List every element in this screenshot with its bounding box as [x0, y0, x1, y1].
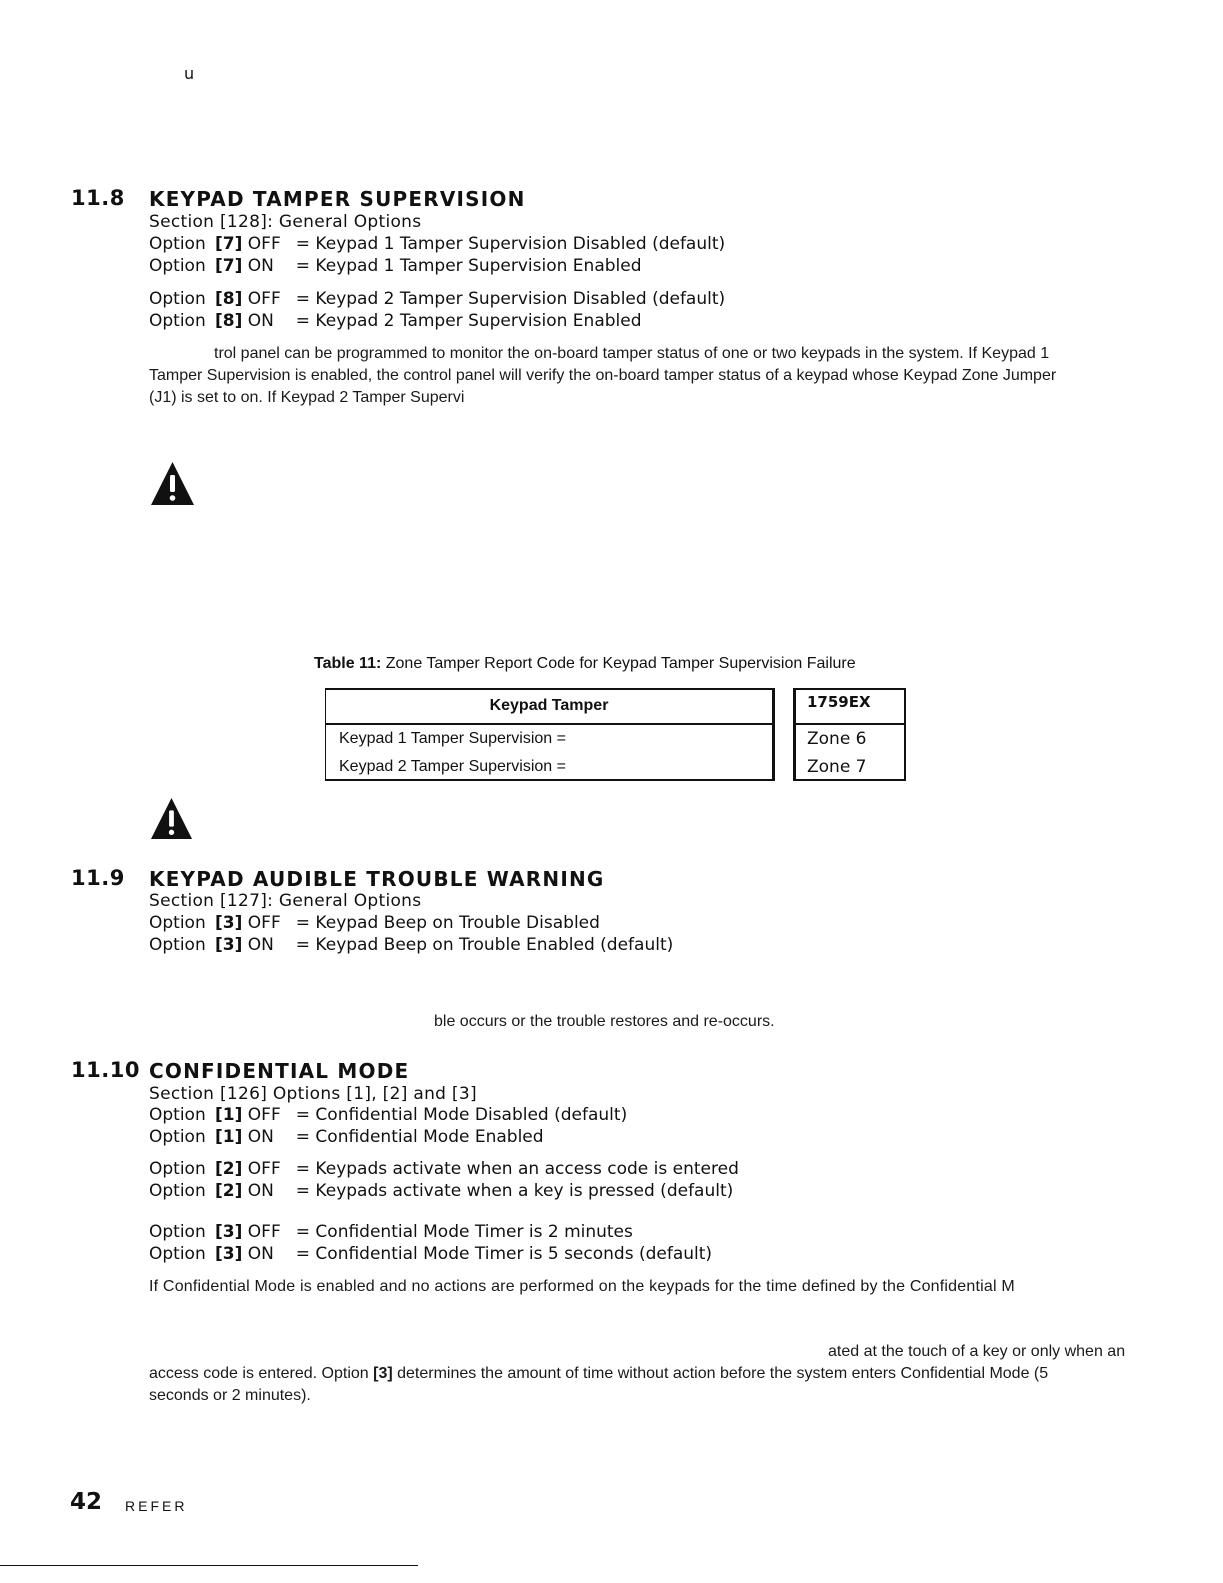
option-label: Option — [149, 1181, 206, 1201]
option-number: [2] — [215, 1181, 243, 1201]
option-line — [149, 1127, 544, 1147]
option-description: = Confidential Mode Timer is 5 seconds (default) — [295, 1244, 713, 1264]
option-state: ON — [247, 256, 274, 276]
option-state: OFF — [247, 234, 281, 254]
option-line — [149, 1181, 733, 1201]
stray-character: u — [184, 64, 195, 83]
section-line-11-9: Section [127]: General Options — [149, 891, 422, 911]
option-description: = Confidential Mode Timer is 2 minutes — [295, 1222, 633, 1242]
option-description: = Confidential Mode Disabled (default) — [295, 1105, 628, 1125]
option-description: = Keypad 1 Tamper Supervision Disabled (default) — [295, 234, 726, 254]
option-description: = Keypad Beep on Trouble Disabled — [295, 913, 600, 933]
option-line — [149, 913, 600, 933]
body-text-segment: determines the amount of time without action before the system enters Confidential Mode (5 — [392, 1365, 1049, 1382]
option-label: Option — [149, 1127, 206, 1147]
section-title-11-10: CONFIDENTIAL MODE — [149, 1059, 410, 1083]
option-label: Option — [149, 311, 206, 331]
option-label: Option — [149, 1105, 206, 1125]
option-state: OFF — [247, 1105, 281, 1125]
option-number: [1] — [215, 1105, 243, 1125]
option-line — [149, 1244, 712, 1264]
option-description: = Keypad Beep on Trouble Enabled (default) — [295, 935, 674, 955]
option-description: = Keypads activate when a key is pressed (default) — [295, 1181, 734, 1201]
option-label: Option — [149, 256, 206, 276]
body-text-11-10-line4: seconds or 2 minutes). — [149, 1387, 311, 1404]
keypad-tamper-table — [325, 688, 775, 781]
option-label: Option — [149, 234, 206, 254]
option-number: [8] — [215, 289, 243, 309]
table-caption-label: Table 11: — [314, 655, 382, 672]
body-text-11-10-line2: ated at the touch of a key or only when an — [828, 1343, 1126, 1360]
section-title-11-9: KEYPAD AUDIBLE TROUBLE WARNING — [149, 867, 605, 891]
section-title-11-8: KEYPAD TAMPER SUPERVISION — [149, 187, 526, 211]
option-state: ON — [247, 311, 274, 331]
table-row: Keypad 2 Tamper Supervision = — [339, 758, 566, 775]
section-number-11-8: 11.8 — [71, 186, 125, 210]
option-number: [8] — [215, 311, 243, 331]
option-description: = Confidential Mode Enabled — [295, 1127, 544, 1147]
option-description: = Keypad 1 Tamper Supervision Enabled — [295, 256, 642, 276]
body-text-11-10-line3 — [149, 1363, 1048, 1385]
option-line — [149, 935, 673, 955]
section-number-11-10: 11.10 — [71, 1058, 140, 1082]
option-description: = Keypad 2 Tamper Supervision Disabled (default) — [295, 289, 726, 309]
option-line — [149, 1222, 633, 1242]
warning-icon — [150, 797, 193, 840]
section-number-11-9: 11.9 — [71, 866, 125, 890]
section-line-11-8: Section [128]: General Options — [149, 212, 422, 232]
option-number: [3] — [215, 935, 243, 955]
body-text-11-9: ble occurs or the trouble restores and re-occurs. — [434, 1013, 775, 1030]
table-row: Keypad 1 Tamper Supervision = — [339, 730, 566, 747]
option-label: Option — [149, 1244, 206, 1264]
option-number: [3] — [215, 1244, 243, 1264]
body-text-bold: [3] — [373, 1365, 393, 1382]
option-state: ON — [247, 1127, 274, 1147]
table-caption — [314, 655, 856, 673]
option-line — [149, 256, 642, 276]
option-line — [149, 289, 725, 309]
option-state: ON — [247, 1244, 274, 1264]
body-text-segment: access code is entered. Option — [149, 1365, 374, 1382]
option-label: Option — [149, 935, 206, 955]
option-description: = Keypads activate when an access code is entered — [295, 1159, 739, 1179]
table-header-keypad-tamper: Keypad Tamper — [326, 690, 772, 725]
body-text-11-8-line3: (J1) is set to on. If Keypad 2 Tamper Supervi — [149, 389, 465, 406]
option-state: OFF — [247, 1159, 281, 1179]
option-number: [2] — [215, 1159, 243, 1179]
table-row: Zone 7 — [807, 757, 867, 777]
option-number: [7] — [215, 234, 243, 254]
option-state: OFF — [247, 1222, 281, 1242]
body-text-11-10-line1: If Confidential Mode is enabled and no actions are performed on the keypads for the time defined by the Confidential M — [149, 1278, 1015, 1295]
table-row: Zone 6 — [807, 729, 867, 749]
option-label: Option — [149, 289, 206, 309]
option-line — [149, 311, 642, 331]
option-line — [149, 234, 725, 254]
option-label: Option — [149, 1222, 206, 1242]
option-state: ON — [247, 1181, 274, 1201]
option-line — [149, 1105, 627, 1125]
option-number: [7] — [215, 256, 243, 276]
option-number: [3] — [215, 913, 243, 933]
option-state: OFF — [247, 289, 281, 309]
body-text-11-8-line2: Tamper Supervision is enabled, the control panel will verify the on-board tamper status of a keypad whose Keypad Zone Jumper — [149, 367, 1057, 384]
body-text-11-8-line1: trol panel can be programmed to monitor the on-board tamper status of one or two keypads in the system. If Keypad 1 — [214, 345, 1050, 362]
option-state: ON — [247, 935, 274, 955]
table-caption-text: Zone Tamper Report Code for Keypad Tamper Supervision Failure — [381, 655, 856, 672]
zone-table — [793, 688, 906, 781]
option-line — [149, 1159, 739, 1179]
option-description: = Keypad 2 Tamper Supervision Enabled — [295, 311, 642, 331]
option-label: Option — [149, 913, 206, 933]
running-title: REFER — [125, 1498, 188, 1514]
option-number: [1] — [215, 1127, 243, 1147]
table-header-1759ex: 1759EX — [796, 690, 904, 725]
section-line-11-10: Section [126] Options [1], [2] and [3] — [149, 1084, 477, 1104]
page-number: 42 — [70, 1489, 103, 1515]
footer-rule — [0, 1565, 418, 1566]
option-number: [3] — [215, 1222, 243, 1242]
option-label: Option — [149, 1159, 206, 1179]
option-state: OFF — [247, 913, 281, 933]
warning-icon — [150, 461, 195, 506]
